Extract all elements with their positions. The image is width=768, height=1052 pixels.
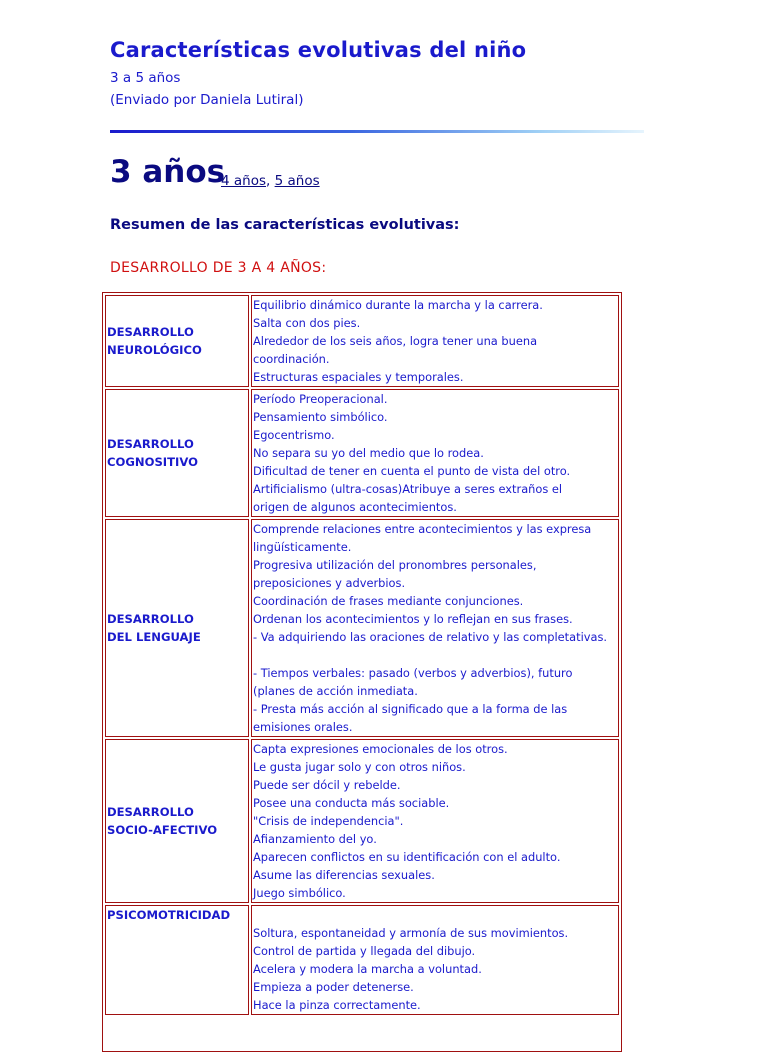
content-line: Salta con dos pies. [253, 316, 361, 330]
age-links [221, 173, 320, 189]
content-line: Equilibrio dinámico durante la marcha y la carrera. [253, 298, 543, 312]
content-line: Control de partida y llegada del dibujo. [253, 944, 476, 958]
table-row [105, 739, 619, 903]
table-row [105, 295, 619, 387]
content-line: Dificultad de tener en cuenta el punto de vista del otro. [253, 464, 571, 478]
content-line: Período Preoperacional. [253, 392, 388, 406]
content-line: - Presta más acción al significado que a la forma de las [253, 702, 568, 716]
row-content [251, 739, 619, 903]
content-line: Progresiva utilización del pronombres personales, [253, 558, 537, 572]
link-4-anos[interactable]: 4 años [221, 173, 267, 189]
content-line: Puede ser dócil y rebelde. [253, 778, 401, 792]
row-label: DESARROLLO DEL LENGUAJE [105, 519, 249, 737]
row-content [251, 519, 619, 737]
row-label: PSICOMOTRICIDAD [105, 905, 249, 1015]
development-title: DESARROLLO DE 3 A 4 AÑOS: [110, 260, 327, 276]
content-line: (planes de acción inmediata. [253, 684, 418, 698]
content-line: Aparecen conflictos en su identificación con el adulto. [253, 850, 561, 864]
content-line: Comprende relaciones entre acontecimientos y las expresa [253, 522, 592, 536]
content-line: Asume las diferencias sexuales. [253, 868, 435, 882]
row-label: DESARROLLO COGNOSITIVO [105, 389, 249, 517]
section-heading: 3 años [110, 154, 226, 190]
link-5-anos[interactable]: 5 años [274, 173, 320, 189]
row-label: DESARROLLO SOCIO-AFECTIVO [105, 739, 249, 903]
age-range-subtitle: 3 a 5 años [110, 70, 181, 86]
content-line: No separa su yo del medio que lo rodea. [253, 446, 484, 460]
author-credit: (Enviado por Daniela Lutiral) [110, 92, 304, 108]
blank-line [253, 906, 618, 924]
content-line: origen de algunos acontecimientos. [253, 500, 457, 514]
row-content [251, 905, 619, 1015]
content-line: "Crisis de independencia". [253, 814, 404, 828]
content-line: Juego simbólico. [253, 886, 346, 900]
content-line: Pensamiento simbólico. [253, 410, 388, 424]
link-separator: , [266, 173, 271, 189]
content-line: Coordinación de frases mediante conjunciones. [253, 594, 524, 608]
table-row [105, 389, 619, 517]
row-content [251, 295, 619, 387]
content-line: Capta expresiones emocionales de los otros. [253, 742, 508, 756]
summary-heading: Resumen de las características evolutivas: [110, 217, 460, 233]
content-line: preposiciones y adverbios. [253, 576, 406, 590]
content-line: coordinación. [253, 352, 330, 366]
content-line: Hace la pinza correctamente. [253, 998, 421, 1012]
gradient-divider [110, 130, 644, 133]
content-line: Egocentrismo. [253, 428, 335, 442]
content-line: Estructuras espaciales y temporales. [253, 370, 464, 384]
content-line: - Va adquiriendo las oraciones de relativo y las completativas. [253, 630, 608, 644]
row-content [251, 389, 619, 517]
content-line: lingüísticamente. [253, 540, 352, 554]
content-line: Alrededor de los seis años, logra tener una buena [253, 334, 538, 348]
content-line: Afianzamiento del yo. [253, 832, 377, 846]
characteristics-table [102, 292, 622, 1052]
page-title: Características evolutivas del niño [110, 38, 527, 62]
content-line: Acelera y modera la marcha a voluntad. [253, 962, 482, 976]
table-body [105, 295, 619, 1015]
blank-line [253, 646, 618, 664]
content-line: emisiones orales. [253, 720, 353, 734]
content-line: Posee una conducta más sociable. [253, 796, 450, 810]
content-line: Empieza a poder detenerse. [253, 980, 414, 994]
content-line: - Tiempos verbales: pasado (verbos y adverbios), futuro [253, 666, 573, 680]
row-label: DESARROLLO NEUROLÓGICO [105, 295, 249, 387]
content-line: Soltura, espontaneidad y armonía de sus movimientos. [253, 926, 569, 940]
table-row [105, 905, 619, 1015]
table-row [105, 519, 619, 737]
content-line: Ordenan los acontecimientos y lo reflejan en sus frases. [253, 612, 573, 626]
content-line: Le gusta jugar solo y con otros niños. [253, 760, 466, 774]
content-line: Artificialismo (ultra-cosas)Atribuye a seres extraños el [253, 482, 563, 496]
